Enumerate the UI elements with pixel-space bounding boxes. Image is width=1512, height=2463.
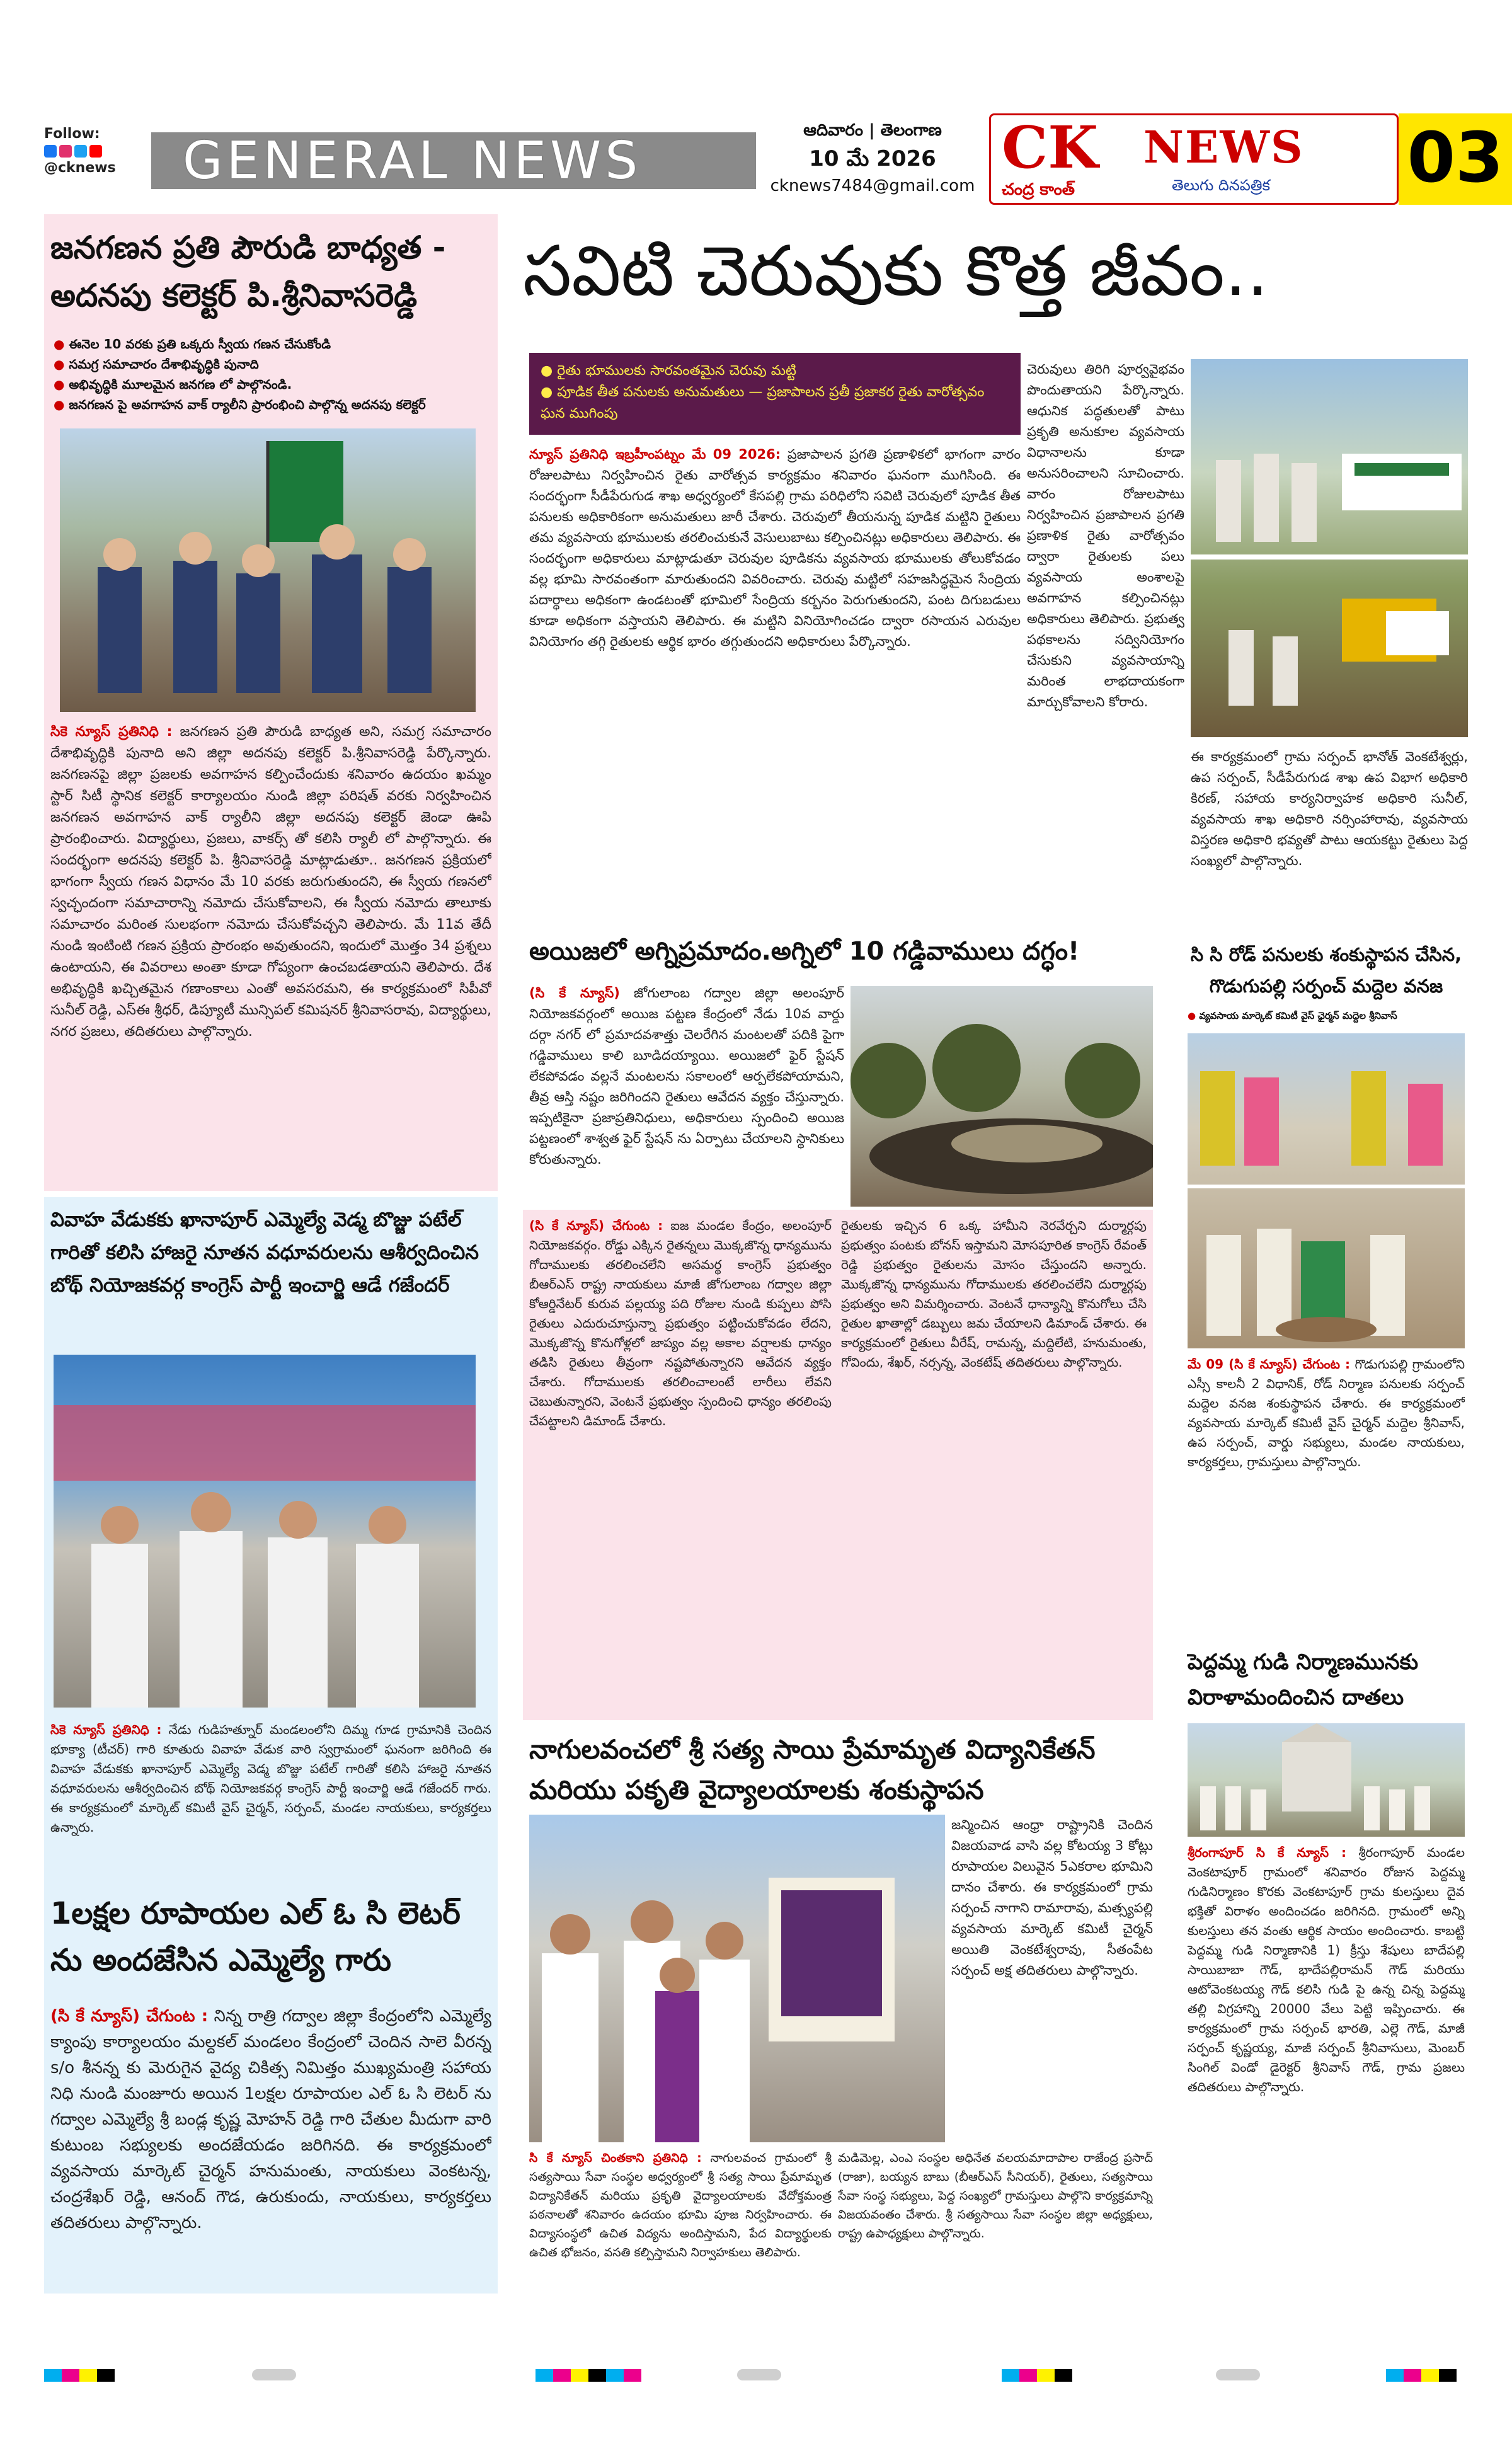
- sai-headline: నాగులవంచలో శ్రీ సత్య సాయి ప్రేమామృత విద్యానికేతన్ మరియు పకృతి వైద్యాలయాలకు శంకుస్థాపన: [529, 1734, 1096, 1805]
- registration-marks-right: [1002, 2369, 1072, 2382]
- sai-photo-art: [529, 1815, 945, 2142]
- wedding-body-text: నేడు గుడిహత్నూర్ మండలంలోని దిమ్మ గూడ గ్రామానికి చెందిన భూక్యా (టీచర్) గారి కూతురు వివాహ వేడుక వారి స్వగ్రామంలో ఘనంగా జరిగింది ఈ వివాహ వేడుకకు ఖానాపూర్ ఎమ్మెల్యే వెడ్మ బొజ్జు పటేల్ గారితో కలిసి హాజరై నూతన వధూవరులను ఆశీర్వదించిన బోథ్ నియోజకవర్గ కాంగ్రెస్ పార్టీ ఇంచార్జి ఆడే గజేందర్ గారు. ఈ కార్యక్రమంలో మార్కెట్ కమిటీ వైస్ చైర్మన్, సర్పంచ్, మండల నాయకులు, కార్యకర్తలు ఉన్నారు.: [50, 1722, 491, 1835]
- ccroad-body: [1188, 1355, 1465, 1645]
- left-body-text: జనగణన ప్రతి పౌరుడి బాధ్యత అని, సమగ్ర సమాచారం దేశాభివృద్ధికి పునాది అని జిల్లా అదనపు కలెక్టర్ పి.శ్రీనివాసరెడ్డి పేర్కొన్నారు. జనగణనపై జిల్లా ప్రజలకు అవగాహన కల్పించేందుకు శనివారం ఉదయం ఖమ్మం స్టార్ సిటీ స్థానిక కలెక్టర్ కార్యాలయం నుండి జిల్లా పరిషత్ వరకు నిర్వహించిన జనగణన అవగాహన వాక్ ర్యాలీని జిల్లా అదనపు కలెక్టర్ జెండా ఊపి ప్రారంభించారు. విద్యార్థులు, ప్రజలు, వాకర్స్ తో కలిసి ర్యాలీ లో పాల్గొన్నారు. ఈ సందర్భంగా అదనపు కలెక్టర్ పి. శ్రీనివాసరెడ్డి మాట్లాడుతూ.. జనగణన ప్రక్రియలో భాగంగా స్వీయ గణన విధానం మే 10 వరకు జరుగుతుందని, ఈ స్వీయ గణనలో స్వచ్ఛందంగా సమాచారాన్ని నమోదు చేసుకోవాలని, ఈ స్వీయ నమోదు తాలూకు సమాచారం మరింత సులభంగా నమోదు చేసుకోవచ్చని తెలిపారు. మే 11వ తేదీ నుండి ఇంటింటి గణన ప్రక్రియ ప్రారంభం అవుతుందని, ఇందులో మొత్తం 34 ప్రశ్నలు ఉంటాయని, ఈ వివరాలు అంతా కూడా గోప్యంగా ఉంచబడతాయని తెలిపారు. దేశ అభివృద్ధికి ఖచ్చితమైన గణాంకాలు ఎంతో అవసరమని, ఈ కార్యక్రమంలో సిపీవో సునీల్ రెడ్డి, ఎస్ఈ శ్రీధర్, డిప్యూటీ మున్సిపల్ కమిషనర్ శ్రీనివాసరావు, విద్యార్థులు, నగర ప్రజలు, తదితరులు పాల్గొన్నారు.: [50, 724, 491, 1040]
- ccroad-body-text: గొడుగుపల్లి గ్రామంలోని ఎస్సీ కాలనీ 2 విధానిక్, రోడ్ నిర్మాణ పనులకు సర్పంచ్ మద్దెల వనజ శంకుస్థాపన చేశారు. ఈ కార్యక్రమంలో వ్యవసాయ మార్కెట్ కమిటీ వైస్ చైర్మన్ మద్దెల శ్రీనివాస్, ఉప సర్పంచ్, వార్డు సభ్యులు, మండల నాయకులు, కార్యకర్తలు, గ్రామస్తులు పాల్గొన్నారు.: [1188, 1357, 1465, 1469]
- tank-photo-1: [1191, 359, 1468, 737]
- sai-side-text: జన్మించిన ఆంధ్రా రాష్ట్రానికి చెందిన విజయవాడ వాసి వల్ల కోటయ్య 3 కోట్లు రూపాయల విలువైన 5ఎకరాల భూమిని దానం చేశారు. ఈ కార్యక్రమంలో గ్రామ సర్పంచ్ నాగాని రామారావు, మత్స్యపల్లి వ్యవసాయ మార్కెట్ కమిటీ చైర్మన్ అయితి వెంకటేశ్వరావు, సీతంపేట సర్పంచ్ అక్ష తదితరులు పాల్గొన్నారు.: [951, 1817, 1153, 1978]
- main-bullet: ● రైతు భూములకు సారవంతమైన చెరువు మట్టి: [541, 363, 797, 379]
- registration-marks-far: [1386, 2369, 1457, 2382]
- left-headline: జనగణన ప్రతి పౌరుడి బాధ్యత - అదనపు కలెక్టర్ పి.శ్రీనివాసరెడ్డి: [50, 229, 446, 314]
- left-bullet: ● అభివృద్ధికి మూలమైన జనగణ లో పాల్గొనండి.: [54, 374, 495, 394]
- wedding-body: [50, 1720, 491, 1878]
- left-bullet: ● ఈనెల 10 వరకు ప్రతి ఒక్కరు స్వీయ గణన చేసుకోండి: [54, 334, 495, 354]
- fire-body-text: జోగులాంబ గద్వాల జిల్లా అలంపూర్ నియోజకవర్గంలో అయిజ పట్టణ కేంద్రంలో నేడు 10వ వార్డు దర్గా నగర్ లో ప్రమాదవశాత్తు చెలరేగిన మంటలతో పదికి పైగా గడ్డివాములు కాలి బూడిదయ్యాయి. అయిజలో ఫైర్ స్టేషన్ లేకపోవడం వల్లనే మంటలను సకాలంలో ఆర్పలేకపోయామని, తీవ్ర ఆస్తి నష్టం జరిగిందని రైతులు ఆవేదన వ్యక్తం చేస్తున్నారు. ఇప్పటికైనా ప్రజాప్రతినిధులు, అధికారులు స్పందించి అయిజ పట్టణంలో శాశ్వత ఫైర్ స్టేషన్ ను ఏర్పాటు చేయాలని స్థానికులు కోరుతున్నారు.: [529, 985, 844, 1167]
- left-bullet: ● జనగణన పై అవగాహన వాక్ ర్యాలీని ప్రారంభించి పాల్గొన్న అదనపు కలెక్టర్: [54, 394, 495, 415]
- twitter-icon[interactable]: [74, 145, 87, 158]
- ccroad-bullet: ● వ్యవసాయ మార్కెట్ కమిటీ వైస్ ఛైర్మన్ మద్దెల శ్రీనివాస్: [1188, 1008, 1471, 1023]
- social-handle[interactable]: @cknews: [44, 160, 116, 176]
- fire-headline: అయిజలో అగ్నిప్రమాదం.అగ్నిలో 10 గడ్డివాములు దగ్ధం!: [529, 937, 1080, 966]
- fire-photo-art: [850, 986, 1153, 1207]
- contact-email[interactable]: cknews7484@gmail.com: [770, 176, 975, 195]
- left-story-body: [50, 721, 491, 1185]
- temple-photo: [1188, 1723, 1465, 1837]
- main-body-tail: ఈ కార్యక్రమంలో గ్రామ సర్పంచ్ భానోత్ వెంకటేశ్వర్లు, ఉప సర్పంచ్, సీడీపేరుగుడ శాఖ ఉప విభాగ అధికారి కిరణ్, సహాయ కార్యనిర్వాహక అధికారి సునీల్, వ్యవసాయ శాఖ అధికారి నర్సింహారావు, వ్యవసాయ విస్తరణ అధికారి భవ్యతో పాటు ఆయకట్టు రైతులు పెద్ద సంఖ్యలో పాల్గొన్నారు.: [1191, 749, 1468, 868]
- sai-body-col2: మడిమెల్ల, ఎంఎ సంస్థల అధినేత వలయమాదాపాల రాజేంద్ర ప్రసాద్ (రాజా), బయ్యన బాబు (బీఆర్ఎస్ సీనియర్), రైతులు, సత్యసాయి సేవా సంస్థ సభ్యులు, పెద్ద సంఖ్యలో గ్రామస్తులు పాల్గొని కార్యక్రమాన్ని విజయవంతం చేశారు. శ్రీ సత్యసాయి సేవా సంస్థల జిల్లా అధ్యక్షులు, రాష్ట్ర ఉపాధ్యక్షులు పాల్గొన్నారు.: [838, 2151, 1153, 2241]
- facebook-icon[interactable]: [44, 145, 57, 158]
- day-state: ఆదివారం | తెలంగాణ: [803, 121, 942, 140]
- rally-photo-art: [60, 428, 476, 712]
- follow-label: Follow:: [44, 126, 100, 142]
- wedding-photo: [54, 1355, 476, 1708]
- sai-body-text: నాగులవంచ గ్రామంలో శ్రీ సత్యసాయి సేవా సంస్థల అధ్వర్యంలో శ్రీ సత్య సాయి ప్రేమామృత విద్యానికేతన్ మరియు ప్రకృతి వైద్యాలయాలకు వేదోక్తమంత్ర పఠనాలతో శనివారం ఉదయం భూమి పూజ నిర్వహించారు. ఈ విద్యాసంస్థలో ఉచిత విద్యను అందిస్తామని, పేద విద్యార్థులకు ఉచిత భోజనం, వసతి కల్పిస్తామని నిర్వాహకులు తెలిపారు.: [529, 2151, 832, 2259]
- registration-pill-right: [1216, 2369, 1260, 2383]
- wedding-byline: సికె న్యూస్ ప్రతినిధి :: [50, 1722, 162, 1737]
- ccroad-bullets: [1188, 1008, 1471, 1023]
- issue-date: 10 మే 2026: [809, 146, 936, 171]
- page-number: 03: [1407, 117, 1504, 198]
- rally-photo: [60, 428, 476, 712]
- registration-marks-left: [44, 2369, 115, 2382]
- loc-body: [50, 2004, 491, 2287]
- youtube-icon[interactable]: [89, 145, 102, 158]
- left-bullet: ● సమగ్ర సమాచారం దేశాభివృద్ధికి పునాది: [54, 354, 495, 374]
- left-byline: సికె న్యూస్ ప్రతినిధి :: [50, 724, 173, 740]
- logo-ck: CK: [1002, 113, 1099, 181]
- main-byline: న్యూస్ ప్రతినిధి ఇబ్రహీంపట్నం మే 09 2026:: [529, 447, 781, 462]
- sai-body: [529, 2149, 832, 2300]
- temple-body-text: శ్రీరంగాపూర్ మండల వెంకటాపూర్ గ్రామంలో శనివారం రోజున పెద్దమ్మ గుడినిర్మాణం కొరకు వెంకటాపూర్ గ్రామ కులస్తులు దైవ భక్తితో విరాళం అందించడం జరిగినది. గ్రామంలో అన్ని కులస్తులు తన వంతు ఆర్థిక సాయం అందించారు. కాబట్టి పెద్దమ్మ గుడి నిర్మాణానికి 1) క్రీస్తు శేషులు బాదేపల్లి సాయిబాబా గౌడ్, భాదేపల్లిరామన్ గౌడ్ మరియు ఆటోవెంకటయ్య గౌడ్ కలిసి గుడి పై ఉన్న చిన్న పెద్దమ్మ తల్లి విగ్రహాన్ని 20000 వేలు పెట్టి ఇప్పించారు. ఈ కార్యక్రమంలో గ్రామ సర్పంచ్ భారతి, ఎల్లె గౌడ్, మాజీ సర్పంచ్ కృష్ణయ్య, మాజీ సర్పంచ్ శ్రీనివాసులు, మెంబర్ సింగిల్ విండో డైరెక్టర్ శ్రీనివాస్ గౌడ్, గ్రామ ప్రజలు తదితరులు పాల్గొన్నారు.: [1188, 1845, 1465, 2094]
- temple-byline: శ్రీరంగాపూర్ సి కే న్యూస్ :: [1188, 1845, 1347, 1860]
- main-body-text: ప్రజాపాలన ప్రగతి ప్రణాళికలో భాగంగా వారం రోజులపాటు నిర్వహించిన రైతు వారోత్సవ కార్యక్రమం శనివారం ఘనంగా ముగిసింది. ఈ సందర్భంగా సీడీపేరుగుడ శాఖ అధ్వర్యంలో కేసపల్లి గ్రామ పరిధిలోని సవిటి చెరువులో పూడిక తీత పనులకు అధికారికంగా అనుమతులు జారీ చేశారు. చెరువులో తీయనున్న పూడిక మట్టిని రైతులు తమ వ్యవసాయ భూములకు తరలించుకునే వెసులుబాటు కల్పించినట్లు అధికారులు తెలిపారు. ఈ సందర్భంగా అధికారులు మాట్లాడుతూ చెరువుల పూడికను వ్యవసాయ భూములకు తోలుకోవడం వల్ల భూమి సారవంతంగా మారుతుందని వివరించారు. చెరువు మట్టిలో సహజసిద్ధమైన సేంద్రియ పదార్థాలు అధికంగా ఉండటంతో భూమిలో సేంద్రియ కర్బనం పెరుగుతుందని, పంట దిగుబడులు కూడా అధికంగా వస్తాయని తెలిపారు. ఈ మట్టిని వినియోగించడం ద్వారా రసాయన ఎరువుల వినియోగం తగ్గి రైతులకు ఆర్థిక భారం తగ్గుతుందని అధికారులు పేర్కొన్నారు.: [529, 447, 1021, 649]
- registration-marks-mid: [536, 2369, 641, 2382]
- follow-block: [44, 126, 145, 176]
- registration-pill-left: [252, 2369, 296, 2383]
- logo-tagline: తెలుగు దినపత్రిక: [1172, 176, 1271, 194]
- masthead: [44, 113, 1504, 208]
- fire-photo: [850, 986, 1153, 1207]
- cotton-body-col2: రైతులకు ఇచ్చిన 6 ఒక్క హామీని నెరవేర్చని దుర్మార్గపు ప్రభుత్వం పంటకు బోనస్ ఇస్తామని మోసపూరిత కాంగ్రెస్ రేవంత్ రెడ్డి ప్రభుత్వం రైతులను మోసం చేస్తుందని అన్నారు. మొక్కజొన్న ధాన్యమును గోదాములకు తరలించలేని దుర్మార్గపు ప్రభుత్వం అని విమర్శించారు. వెంటనే ధాన్యాన్ని కొనుగోలు చేసి రైతుల ఖాతాల్లో డబ్బులు జమ చేయాలని డిమాండ్ చేశారు. ఈ కార్యక్రమంలో రైతులు వీరేష్, రామన్న, మద్దిలేటి, హనుమంతు, గోవిందు, శేఖర్, నర్సన్న, వెంకటేష్ తదితరులు పాల్గొన్నారు.: [841, 1218, 1147, 1370]
- main-bullet-box: [529, 353, 1021, 435]
- wedding-headline: వివాహ వేడుకకు ఖానాపూర్ ఎమ్మెల్యే వెడ్మ బొజ్జు పటేల్ గారితో కలిసి హాజరై నూతన వధూవరులను ఆశీర్వదించిన బోథ్ నియోజకవర్గ కాంగ్రెస్ పార్టీ ఇంచార్జి ఆడే గజేందర్: [50, 1209, 479, 1297]
- left-bullets: [54, 334, 495, 415]
- loc-byline: (సి కే న్యూస్) చేగుంట :: [50, 2007, 209, 2026]
- cotton-byline: (సి కే న్యూస్) చేగుంట :: [529, 1218, 663, 1233]
- ccroad-headline: సి సి రోడ్ పనులకు శంకుస్థాపన చేసిన, గొడుగుపల్లి సర్పంచ్ మద్దెల వనజ: [1190, 944, 1462, 997]
- cotton-body-text: ఐజ మండల కేంద్రం, అలంపూర్ నియోజకవర్గం. రోడ్డు ఎక్కిన రైతన్నలు మొక్కజొన్న ధాన్యమును గోదాములకు తరలించలేని అసమర్థ కాంగ్రెస్ ప్రభుత్వం బీఆర్ఎస్ రాష్ట్ర నాయకులు మాజీ జోగులాంబ గద్వాల జిల్లా కోఆర్డినేటర్ కురువ పల్లయ్య పది రోజుల నుండి కుప్పలు పోసి రైతులు ఎదురుచూస్తున్నా ప్రభుత్వం పట్టించుకోవడం లేదని, మొక్కజొన్న కొనుగోళ్లలో జాప్యం వల్ల అకాల వర్షాలకు ధాన్యం తడిసి రైతులు తీవ్రంగా నష్టపోతున్నారని ఆవేదన వ్యక్తం చేశారు. గోదాములకు తరలించాలంటే లారీలు లేవని చెబుతున్నారని, వెంటనే ప్రభుత్వం స్పందించి ధాన్యం తరలింపు చేపట్టాలని డిమాండ్ చేశారు.: [529, 1218, 832, 1428]
- ccroad-photo-art: [1188, 1033, 1465, 1348]
- tank-photo-1-art: [1191, 359, 1468, 737]
- registration-pill-mid: [737, 2369, 781, 2383]
- logo-subtitle: చంద్ర కాంత్: [1002, 180, 1075, 199]
- section-title: GENERAL NEWS: [183, 131, 642, 191]
- instagram-icon[interactable]: [59, 145, 72, 158]
- fire-body: [529, 983, 844, 1210]
- sai-photo: [529, 1815, 945, 2142]
- loc-body-text: నిన్న రాత్రి గద్వాల జిల్లా కేంద్రంలోని ఎమ్మెల్యే క్యాంపు కార్యాలయం మల్దకల్ మండలం కేంద్రంలో చెందిన సాలె వీరన్న s/o శీనన్న కు మెరుగైన వైద్య చికిత్స నిమిత్తం ముఖ్యమంత్రి సహాయ నిధి నుండి మంజూరు అయిన 1లక్షల రూపాయల ఎల్ ఓ సి లెటర్ ను గద్వాల ఎమ్మెల్యే శ్రీ బండ్ల కృష్ణ మోహన్ రెడ్డి గారి చేతుల మీదుగా వారి కుటుంబ సభ్యులకు అందజేయడం జరిగినది. ఈ కార్యక్రమంలో వ్యవసాయ మార్కెట్ చైర్మన్ హనుమంతు, నాయకులు వెంకటన్న, చంద్రశేఖర్ రెడ్డి, ఆనంద్ గౌడ, ఉరుకుందు, నాయకులు, కార్యకర్తలు తదితరులు పాల్గొన్నారు.: [50, 2007, 491, 2232]
- logo-news: NEWS: [1143, 121, 1304, 173]
- fire-byline: (సి కే న్యూస్): [529, 985, 620, 1001]
- ccroad-photo: [1188, 1033, 1465, 1348]
- sai-byline: సి కే న్యూస్ చింతకాని ప్రతినిధి :: [529, 2151, 702, 2165]
- temple-photo-art: [1188, 1723, 1465, 1837]
- social-icons: [44, 145, 145, 158]
- loc-headline: 1లక్షల రూపాయల ఎల్ ఓ సి లెటర్ ను అందజేసిన ఎమ్మెల్యే గారు: [50, 1896, 461, 1978]
- temple-body: [1188, 1843, 1465, 2300]
- ccroad-byline: మే 09 (సి కే న్యూస్) చేగుంట :: [1188, 1357, 1351, 1372]
- main-body: [529, 444, 1021, 923]
- cotton-body: [529, 1216, 832, 1714]
- wedding-photo-art: [54, 1355, 476, 1708]
- main-headline: సవిటి చెరువుకు కొత్త జీవం..: [523, 231, 1269, 311]
- temple-headline: పెద్దమ్మ గుడి నిర్మాణమునకు విరాళామందించిన దాతలు: [1188, 1650, 1419, 1710]
- main-body-col2: చెరువులు తిరిగి పూర్వవైభవం పొందుతాయని పేర్కొన్నారు. ఆధునిక పద్ధతులతో పాటు ప్రకృతి అనుకూల వ్యవసాయ విధానాలను కూడా అనుసరించాలని సూచించారు. వారం రోజులపాటు నిర్వహించిన ప్రజాపాలన ప్రగతి ప్రణాళిక రైతు వారోత్సవం ద్వారా రైతులకు పలు వ్యవసాయ అంశాలపై అవగాహన కల్పించినట్లు అధికారులు తెలిపారు. ప్రభుత్వ పథకాలను సద్వినియోగం చేసుకుని వ్యవసాయాన్ని మరింత లాభదాయకంగా మార్చుకోవాలని కోరారు.: [1027, 362, 1184, 709]
- main-bullet: ● పూడిక తీత పనులకు అనుమతులు — ప్రజాపాలన ప్రతీ ప్రజాకర రైతు వారోత్సవం ఘన ముగింపు: [541, 384, 985, 422]
